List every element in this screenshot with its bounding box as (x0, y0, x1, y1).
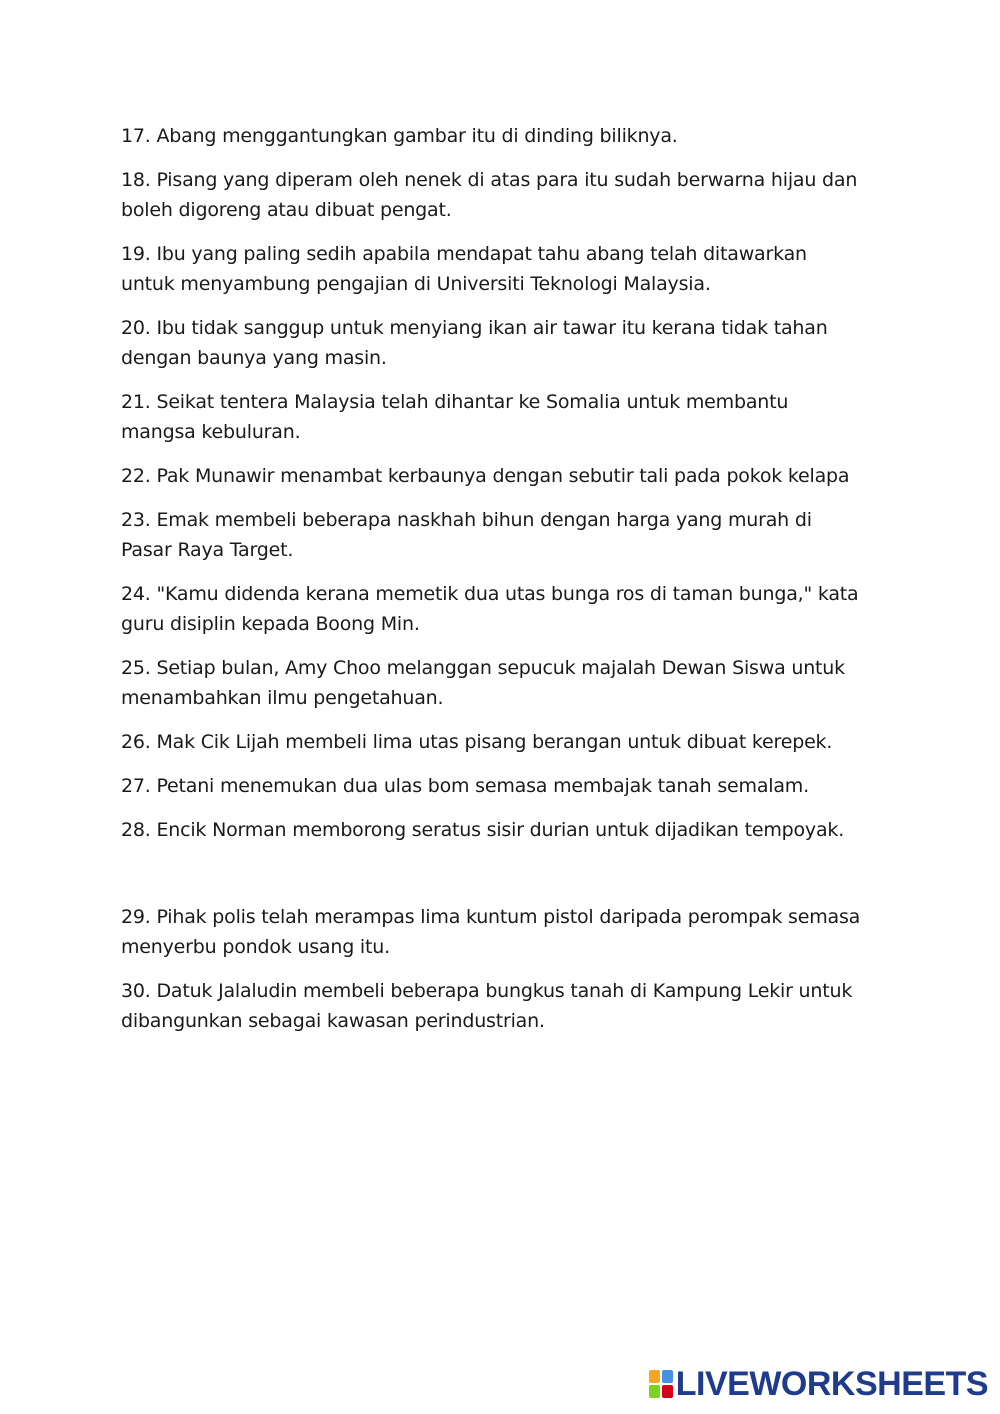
question-29: 29. Pihak polis telah merampas lima kuntum pistol daripada perompak semasa menyerbu pondok usang itu. (121, 906, 861, 958)
question-27: 27. Petani menemukan dua ulas bom semasa membajak tanah semalam. (121, 775, 809, 797)
question-24: 24. "Kamu didenda kerana memetik dua utas bunga ros di taman bunga," kata guru disiplin kepada Boong Min. (121, 583, 859, 635)
logo-square-4 (662, 1385, 673, 1398)
question-19: 19. Ibu yang paling sedih apabila mendapat tahu abang telah ditawarkan untuk menyambung pengajian di Universiti Teknologi Malaysia. (121, 243, 807, 295)
liveworksheets-logo[interactable] (649, 1364, 988, 1404)
question-21: 21. Seikat tentera Malaysia telah dihantar ke Somalia untuk membantu mangsa kebuluran. (121, 391, 789, 443)
question-18: 18. Pisang yang diperam oleh nenek di atas para itu sudah berwarna hijau dan boleh digoreng atau dibuat pengat. (121, 169, 858, 221)
question-20: 20. Ibu tidak sanggup untuk menyiang ikan air tawar itu kerana tidak tahan dengan baunya yang masin. (121, 317, 828, 369)
question-17: 17. Abang menggantungkan gambar itu di dinding biliknya. (121, 125, 678, 147)
question-26: 26. Mak Cik Lijah membeli lima utas pisang berangan untuk dibuat kerepek. (121, 731, 833, 753)
liveworksheets-wordmark: LIVEWORKSHEETS (675, 1365, 988, 1403)
logo-square-3 (649, 1385, 660, 1398)
question-30: 30. Datuk Jalaludin membeli beberapa bungkus tanah di Kampung Lekir untuk dibangunkan sebagai kawasan perindustrian. (121, 980, 853, 1032)
question-22: 22. Pak Munawir menambat kerbaunya dengan sebutir tali pada pokok kelapa (121, 465, 850, 487)
question-25: 25. Setiap bulan, Amy Choo melanggan sepucuk majalah Dewan Siswa untuk menambahkan ilmu pengetahuan. (121, 657, 845, 709)
logo-square-2 (662, 1370, 673, 1383)
logo-square-1 (649, 1370, 660, 1383)
liveworksheets-logo-icon (649, 1370, 673, 1398)
question-28: 28. Encik Norman memborong seratus sisir durian untuk dijadikan tempoyak. (121, 819, 845, 841)
question-23: 23. Emak membeli beberapa naskhah bihun dengan harga yang murah di Pasar Raya Target. (121, 509, 812, 561)
